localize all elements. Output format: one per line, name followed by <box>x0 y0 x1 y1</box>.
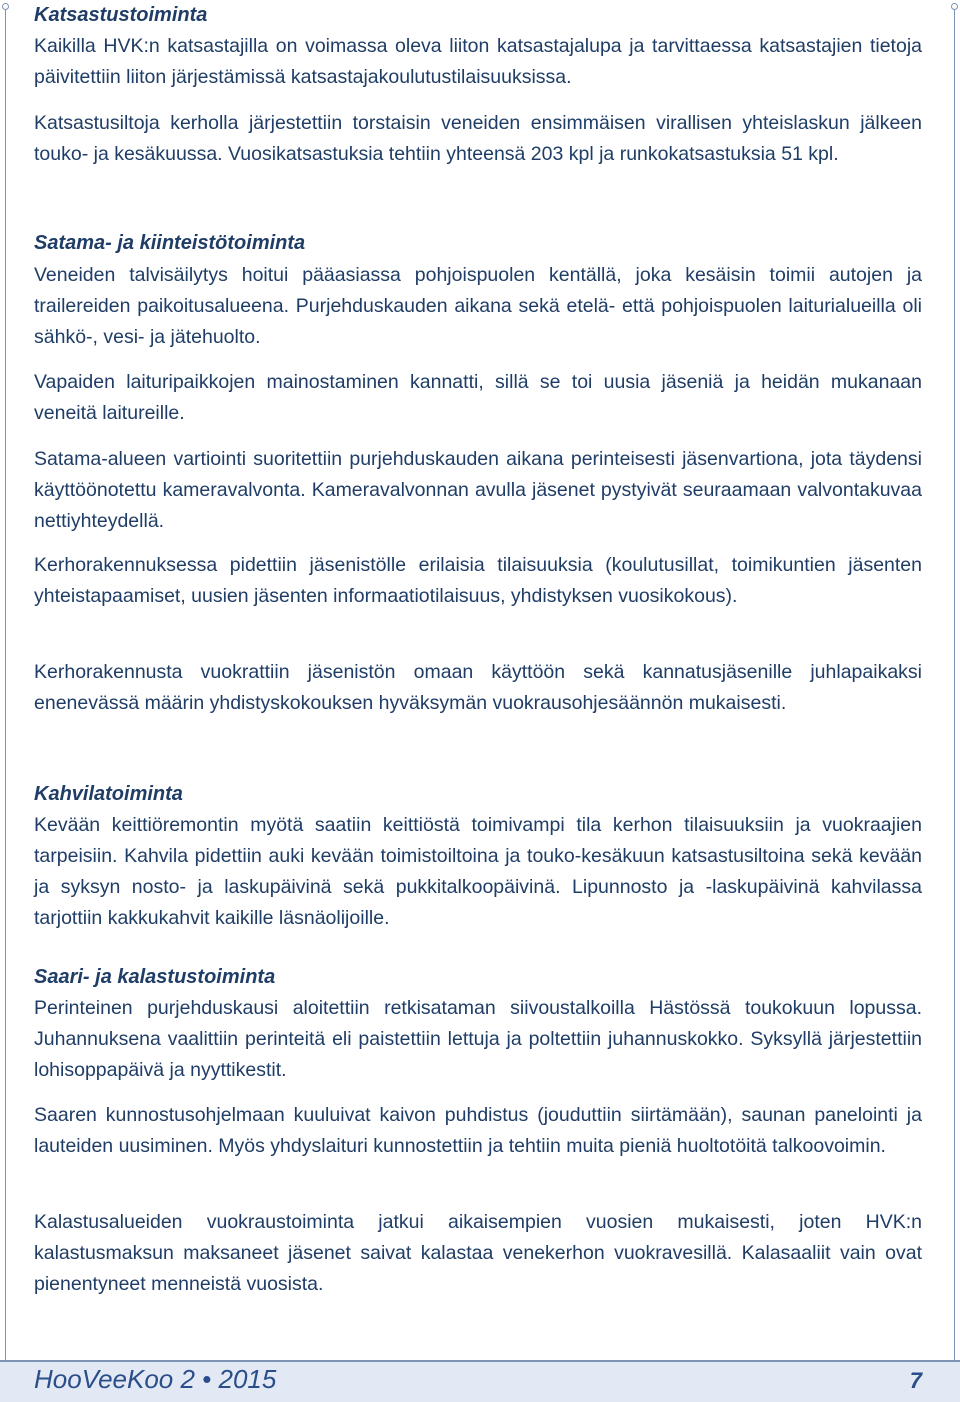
paragraph: Vapaiden laituripaikkojen mainostaminen kannatti, sillä se toi uusia jäseniä ja heidän mukanaan veneitä laitureille. <box>34 371 922 424</box>
page-number: 7 <box>909 1368 922 1393</box>
corner-dot-icon <box>951 3 958 10</box>
paragraph: Satama-alueen vartiointi suoritettiin purjehduskauden aikana perinteisesti jäsenvartiona, jota täydensi käyttöönotettu kameravalvonta. Kameravalvonnan avulla jäsenet pystyivät seuraamaan valvontakuvaa nettiyhteydellä. <box>34 448 922 532</box>
paragraph: Kaikilla HVK:n katsastajilla on voimassa oleva liiton katsastajalupa ja tarvittaessa katsastajien tietoja päivitettiin liiton järjestämissä katsastajakoulutustilaisuuksissa. <box>34 35 922 88</box>
right-border-line <box>954 8 955 1360</box>
paragraph: Veneiden talvisäilytys hoitui pääasiassa pohjoispuolen kentällä, joka kesäisin toimii autojen ja trailereiden paikoitusalueena. Purjehduskauden aikana sekä etelä- että pohjoispuolen laiturialueilla oli sähkö-, vesi- ja jätehuolto. <box>34 264 922 348</box>
section-title-saari: Saari- ja kalastustoiminta <box>34 966 276 988</box>
section-title-satama: Satama- ja kiinteistötoiminta <box>34 232 306 254</box>
paragraph: Katsastusiltoja kerholla järjestettiin torstaisin veneiden ensimmäisen virallisen yhteislaskun jälkeen touko- ja kesäkuussa. Vuosikatsastuksia tehtiin yhteensä 203 kpl ja runkokatsastuksia 51 kpl. <box>34 112 922 165</box>
left-border-line <box>5 8 6 1360</box>
section-title-katsastustoiminta: Katsastustoiminta <box>34 4 208 26</box>
corner-dot-icon <box>2 3 9 10</box>
paragraph: Kevään keittiöremontin myötä saatiin keittiöstä toimivampi tila kerhon tilaisuuksiin ja vuokraajien tarpeisiin. Kahvila pidettiin auki kevään toimistoiltoina ja touko-kesäkuun katsastusiltoina sekä kevään ja syksyn nosto- ja laskupäivinä sekä pukkitalkoopäivinä. Lipunnosto ja -laskupäivinä kahvilassa tarjottiin kakkukahvit kaikille läsnäolijoille. <box>34 814 922 929</box>
paragraph: Kerhorakennuksessa pidettiin jäsenistölle erilaisia tilaisuuksia (koulutusillat, toimikuntien jäsenten yhteistapaamiset, uusien jäsenten informaatiotilaisuus, yhdistyksen vuosikokous). <box>34 554 922 607</box>
section-title-kahvilatoiminta: Kahvilatoiminta <box>34 783 183 805</box>
paragraph: Saaren kunnostusohjelmaan kuuluivat kaivon puhdistus (jouduttiin siirtämään), saunan panelointi ja lauteiden uusiminen. Myös yhdyslaituri kunnostettiin ja tehtiin muita pieniä huoltotöitä talkoovoimin. <box>34 1104 922 1157</box>
paragraph: Kalastusalueiden vuokraustoiminta jatkui aikaisempien vuosien mukaisesti, joten HVK:n kalastusmaksun maksaneet jäsenet saivat kalastaa venekerhon vuokravesillä. Kalasaaliit vain ovat pienentyneet menneistä vuosista. <box>34 1211 922 1295</box>
paragraph: Perinteinen purjehduskausi aloitettiin retkisataman siivoustalkoilla Hästössä toukokuun lopussa. Juhannuksena vaalittiin perinteitä eli paistettiin lettuja ja poltettiin juhannuskokko. Syksyllä järjestettiin lohisoppapäivä ja nyyttikestit. <box>34 997 922 1081</box>
page-footer <box>0 1360 960 1402</box>
paragraph: Kerhorakennusta vuokrattiin jäsenistön omaan käyttöön sekä kannatusjäsenille juhlapaikaksi enenevässä määrin yhdistyskokouksen hyväksymän vuokrausohjesäännön mukaisesti. <box>34 661 922 714</box>
publication-title: HooVeeKoo 2 • 2015 <box>34 1364 277 1394</box>
